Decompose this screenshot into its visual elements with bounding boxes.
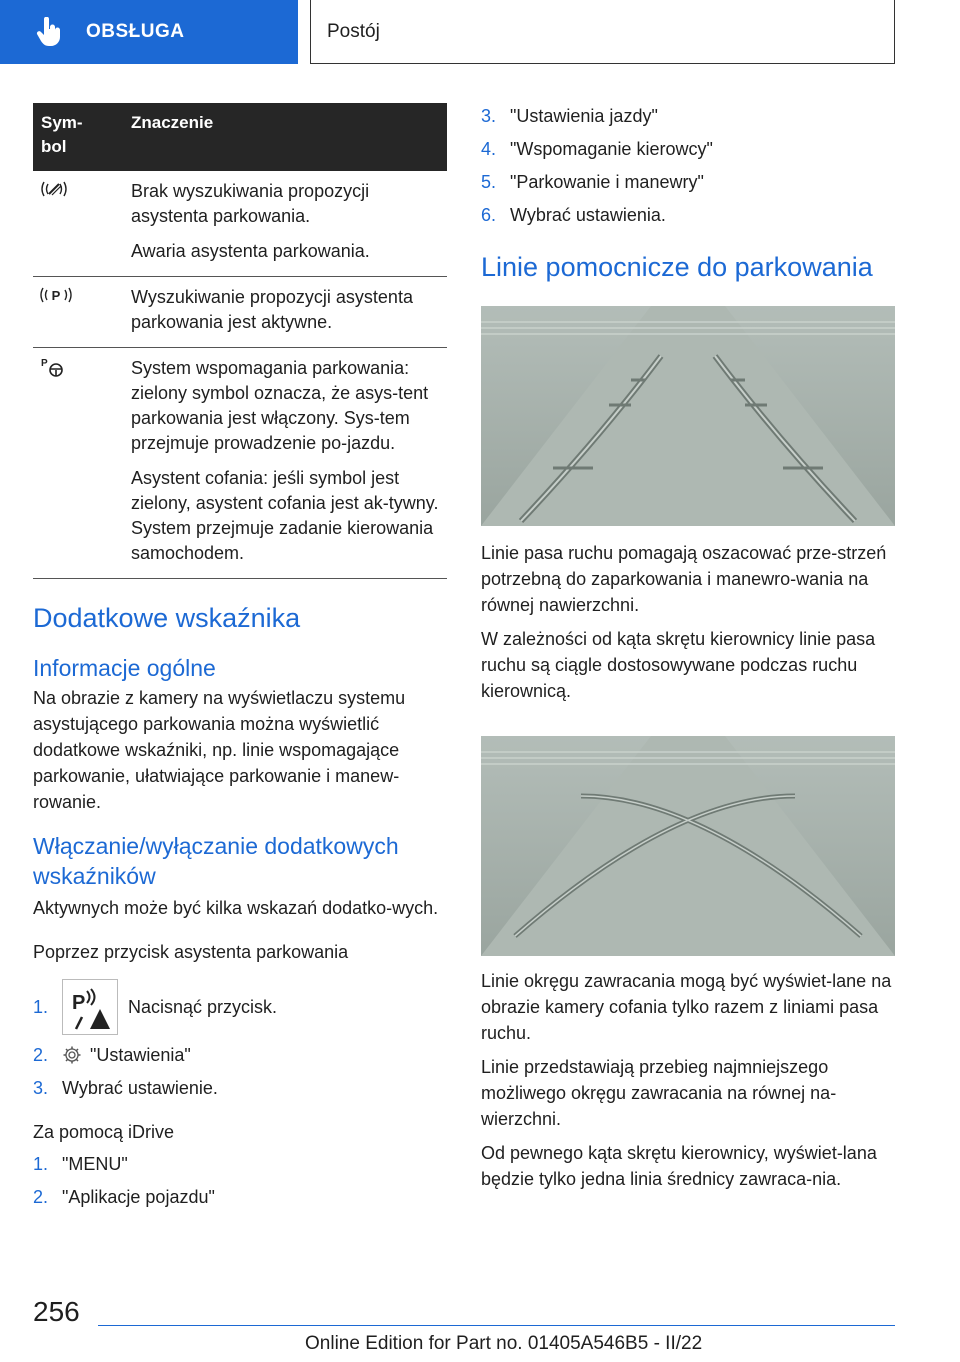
meaning-column-header: Znaczenie bbox=[123, 103, 447, 171]
page-number: 256 bbox=[33, 1296, 80, 1327]
step-text: "MENU" bbox=[62, 1154, 128, 1174]
list-item: 1. P Nacisnąć przycisk. bbox=[33, 979, 447, 1035]
step-text: "Ustawienia jazdy" bbox=[510, 106, 658, 126]
button-steps-list bbox=[33, 979, 447, 1101]
left-column bbox=[33, 103, 447, 1217]
table-row bbox=[33, 171, 447, 277]
step-text: Nacisnąć przycisk. bbox=[128, 997, 278, 1017]
park-assist-button-icon bbox=[62, 979, 118, 1035]
table-header-row bbox=[33, 103, 447, 171]
lane-paragraph-2: W zależności od kąta skrętu kierownicy linie pasa ruchu są ciągle dostosowywane podczas ruchu kierownicą. bbox=[481, 629, 876, 701]
list-item: 4. "Wspomaganie kierowcy" bbox=[481, 136, 895, 162]
table-cell-text: System wspomagania parkowania: zielony symbol oznacza, że asys-tent parkowania jest włączony. Sys-tem przejmuje prowadzenie po-jazdu. bbox=[131, 358, 429, 453]
table-row bbox=[33, 348, 447, 579]
step-text: "Wspomaganie kierowcy" bbox=[510, 139, 713, 159]
list-item: 6. Wybrać ustawienia. bbox=[481, 202, 895, 228]
turn-paragraph-3: Od pewnego kąta skrętu kierownicy, wyświet-lana będzie tylko jedna linia średnicy zawraca-nia. bbox=[481, 1143, 877, 1189]
subsection-heading-toggle: Włączanie/wyłączanie dodatkowych wskaźników bbox=[33, 833, 399, 889]
list-item: 3. Wybrać ustawienie. bbox=[33, 1075, 447, 1101]
section-label: OBSŁUGA bbox=[86, 21, 185, 42]
chapter-title-box bbox=[310, 0, 895, 64]
toggle-paragraph: Aktywnych może być kilka wskazań dodatko-wych. bbox=[33, 898, 439, 918]
section-heading: Linie pomocnicze do parkowania bbox=[481, 252, 873, 282]
list-item: 5. "Parkowanie i manewry" bbox=[481, 169, 895, 195]
step-text: "Parkowanie i manewry" bbox=[510, 172, 704, 192]
lane-lines-illustration bbox=[481, 306, 895, 526]
gear-icon bbox=[62, 1045, 82, 1065]
button-method-heading: Poprzez przycisk asystenta parkowania bbox=[33, 942, 349, 962]
subsection-heading-general: Informacje ogólne bbox=[33, 655, 216, 681]
svg-text:P: P bbox=[51, 288, 61, 303]
idrive-steps-list bbox=[33, 1151, 447, 1210]
idrive-steps-continued bbox=[481, 103, 895, 228]
section-heading: Dodatkowe wskaźnika bbox=[33, 603, 301, 633]
turning-circle-illustration bbox=[481, 736, 895, 956]
list-item: 1. "MENU" bbox=[33, 1151, 447, 1177]
footer-divider bbox=[98, 1325, 895, 1326]
list-item: 2. "Ustawienia" bbox=[33, 1042, 447, 1068]
symbol-table bbox=[33, 103, 447, 579]
chapter-title: Postój bbox=[327, 20, 380, 42]
park-assist-crossed-icon bbox=[39, 183, 69, 203]
table-cell-text: Wyszukiwanie propozycji asystenta parkowania jest aktywne. bbox=[131, 287, 413, 332]
lane-paragraph-1: Linie pasa ruchu pomagają oszacować prze-strzeń potrzebną do zaparkowania i manewro-wania na równej nawierzchni. bbox=[481, 543, 887, 615]
park-assist-search-icon bbox=[39, 289, 73, 309]
turn-paragraph-2: Linie przedstawiają przebieg najmniejszego możliwego okręgu zawracania na równej na-wierzchni. bbox=[481, 1057, 837, 1129]
table-row bbox=[33, 277, 447, 348]
svg-text:P: P bbox=[41, 358, 48, 369]
edition-note: Online Edition for Part no. 01405A546B5 - II/22 bbox=[305, 1333, 703, 1354]
table-cell-text: Brak wyszukiwania propozycji asystenta parkowania. bbox=[131, 181, 370, 226]
hand-pointer-icon bbox=[36, 16, 64, 48]
step-text: "Ustawienia" bbox=[90, 1045, 191, 1065]
right-column bbox=[481, 103, 895, 1192]
idrive-method-heading: Za pomocą iDrive bbox=[33, 1122, 175, 1142]
general-paragraph: Na obrazie z kamery na wyświetlaczu systemu asystującego parkowania można wyświetlić dodatkowe wskaźniki, np. linie wspomagające parkowanie, ułatwiające parkowanie i manew-rowanie. bbox=[33, 688, 406, 812]
step-text: "Aplikacje pojazdu" bbox=[62, 1187, 215, 1207]
table-cell-text: Awaria asystenta parkowania. bbox=[131, 241, 370, 261]
symbol-column-header: Sym- bol bbox=[33, 103, 123, 171]
svg-text:P: P bbox=[72, 992, 86, 1014]
turn-paragraph-1: Linie okręgu zawracania mogą być wyświet-lane na obrazie kamery cofania tylko razem z liniami pasa ruchu. bbox=[481, 971, 892, 1043]
list-item: 2. "Aplikacje pojazdu" bbox=[33, 1184, 447, 1210]
step-text: Wybrać ustawienia. bbox=[510, 205, 666, 225]
list-item: 3. "Ustawienia jazdy" bbox=[481, 103, 895, 129]
table-cell-text: Asystent cofania: jeśli symbol jest zielony, asystent cofania jest ak-tywny. System przejmuje zadanie kierowania samochodem. bbox=[131, 468, 439, 563]
park-steering-icon bbox=[39, 358, 67, 382]
section-tab bbox=[0, 0, 298, 64]
step-text: Wybrać ustawienie. bbox=[62, 1078, 218, 1098]
